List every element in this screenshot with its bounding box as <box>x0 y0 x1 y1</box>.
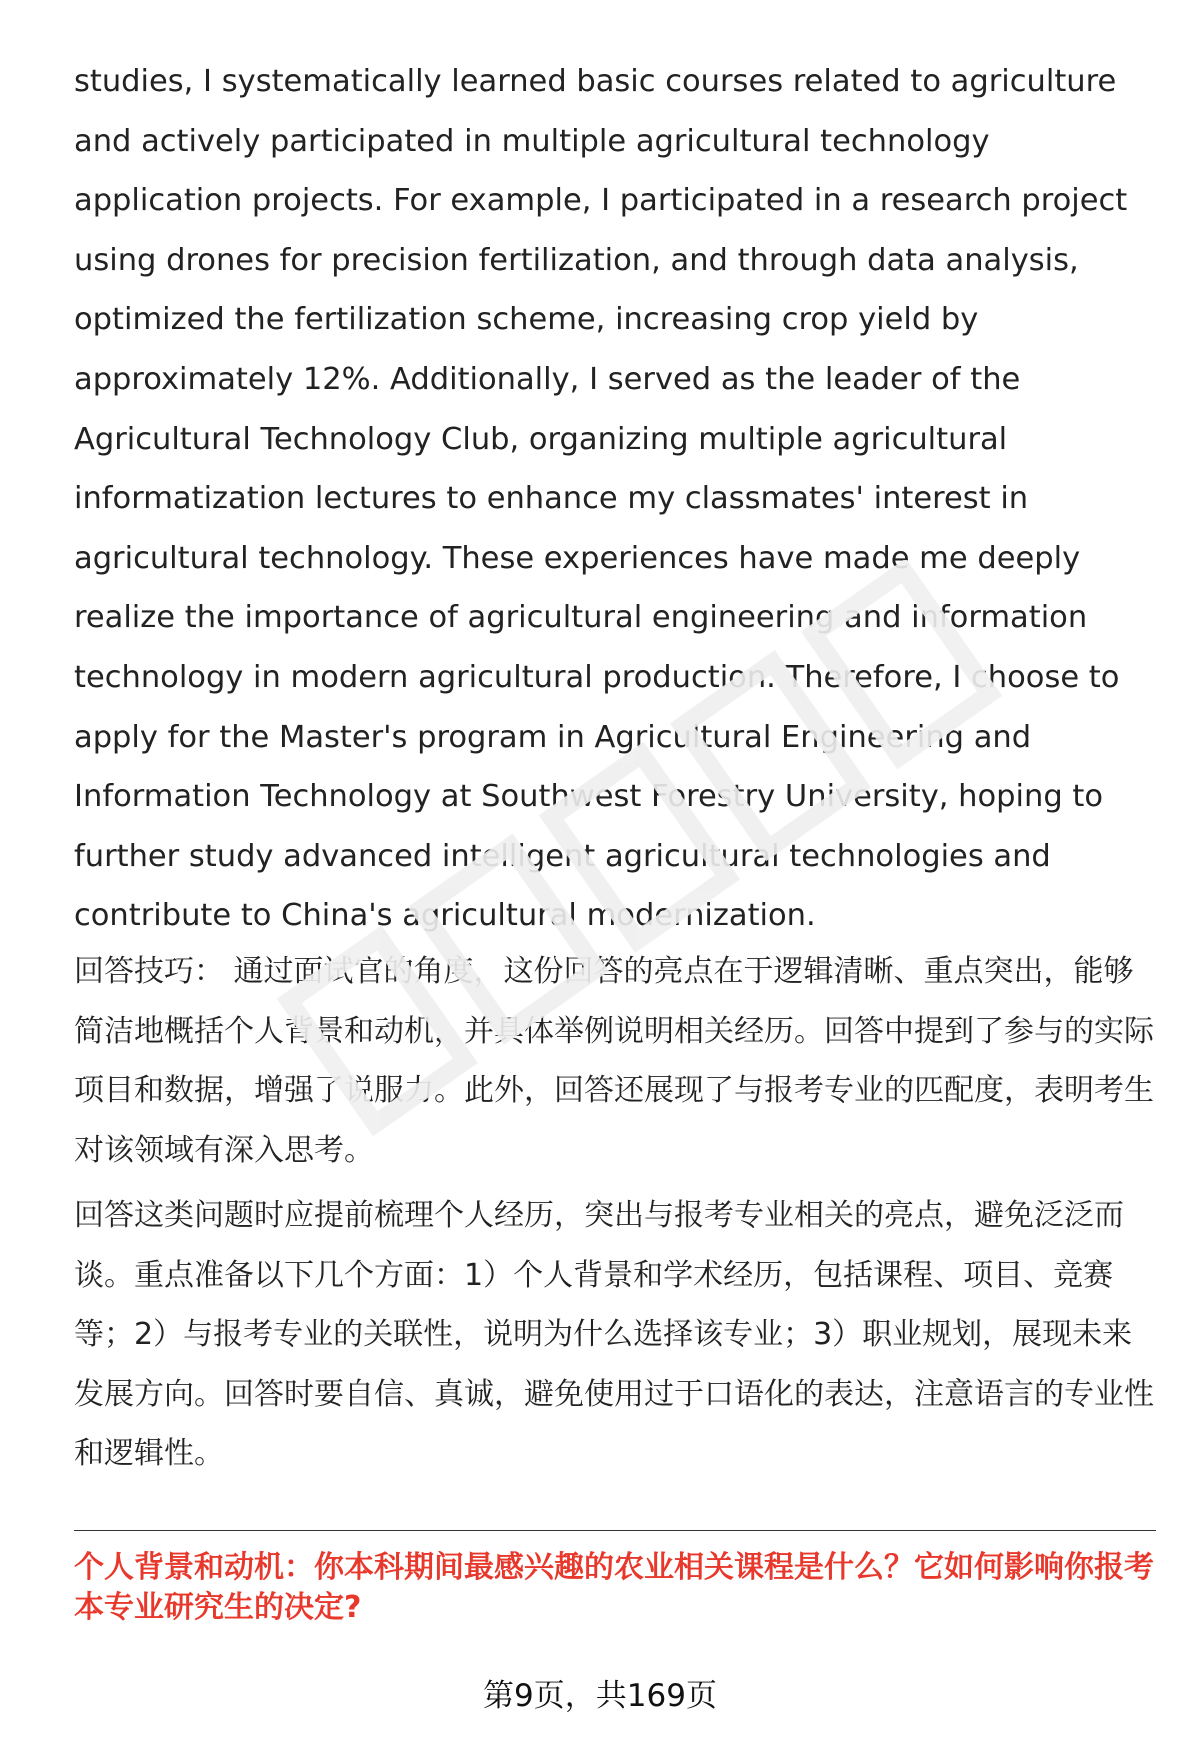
next-question-heading: 个人背景和动机：你本科期间最感兴趣的农业相关课程是什么？它如何影响你报考本专业研究生的决定? <box>74 1550 1154 1625</box>
tips-paragraph <box>74 942 1156 1180</box>
tips-text: 通过面试官的角度，这份回答的亮点在于逻辑清晰、重点突出，能够简洁地概括个人背景和动机，并具体举例说明相关经历。回答中提到了参与的实际项目和数据，增强了说服力。此外，回答还展现了与报考专业的匹配度，表明考生对该领域有深入思考。 <box>74 954 1154 1168</box>
tips-label: 回答技巧： <box>74 954 224 989</box>
section-divider <box>74 1530 1156 1531</box>
page-number-footer: 第9页，共169页 <box>483 1678 717 1714</box>
answer-paragraph: studies, I systematically learned basic courses related to agriculture and actively participated in multiple agricultural technology application projects. For example, I participated in a research project using drones for precision fertilization, and through data analysis, optimized the fertilization scheme, increasing crop yield by approximately 12%. Additionally, I served as the leader of the Agricultural Technology Club, organizing multiple agricultural informatization lectures to enhance my classmates' interest in agricultural technology. These experiences have made me deeply realize the importance of agricultural engineering and information technology in modern agricultural production. Therefore, I choose to apply for the Master's program in Agricultural Engineering and Information Technology at Southwest Forestry University, hoping to further study advanced intelligent agricultural technologies and contribute to China's agricultural modernization. <box>74 64 1128 934</box>
advice-paragraph: 回答这类问题时应提前梳理个人经历，突出与报考专业相关的亮点，避免泛泛而谈。重点准备以下几个方面：1）个人背景和学术经历，包括课程、项目、竞赛等；2）与报考专业的关联性，说明为什么选择该专业；3）职业规划，展现未来发展方向。回答时要自信、真诚，避免使用过于口语化的表达，注意语言的专业性和逻辑性。 <box>74 1198 1154 1472</box>
